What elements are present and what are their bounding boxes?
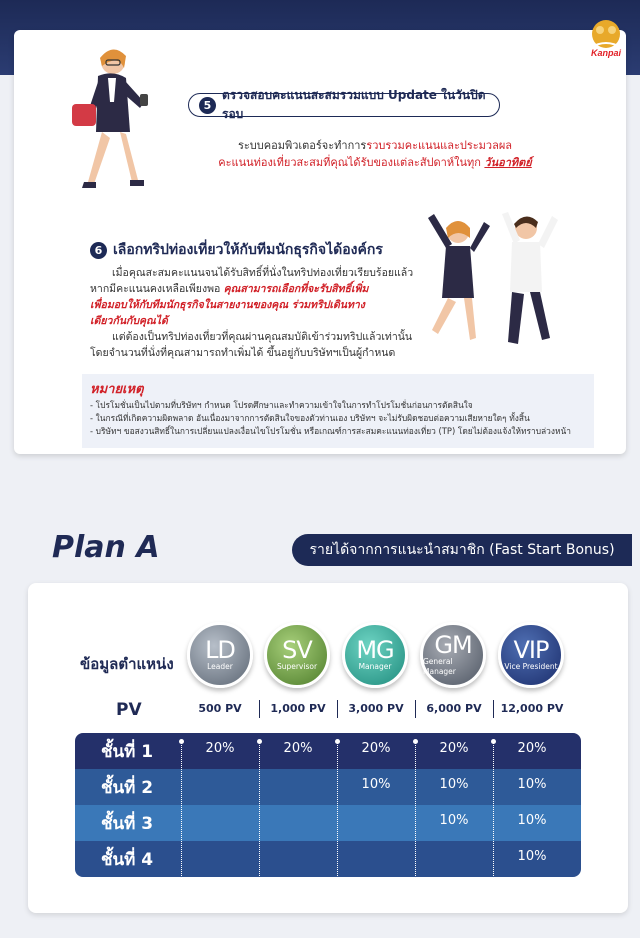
plan-banner: รายได้จากการแนะนำสมาชิก (Fast Start Bonus) <box>292 534 632 566</box>
badge-full-name: Manager <box>358 662 392 671</box>
badge-abbr: SV <box>282 636 312 664</box>
step-5-description <box>205 137 545 171</box>
badge-full-name: General Manager <box>423 657 456 676</box>
table-cell: 20% <box>361 741 391 756</box>
table-cell: 10% <box>517 813 547 828</box>
pv-value: 12,000 PV <box>500 702 564 715</box>
step-5-text-a: ระบบคอมพิวเตอร์จะทำการ <box>237 139 367 152</box>
remarks-box <box>82 374 594 448</box>
step-5-highlight-a: รวบรวมคะแนนและประมวลผล <box>366 139 513 152</box>
woman-walking-illustration <box>58 42 158 212</box>
level-label: ชั้นที่ 1 <box>101 742 154 762</box>
pv-value: 3,000 PV <box>348 702 404 715</box>
step-5-number: 5 <box>199 97 216 114</box>
badge-supervisor <box>264 622 330 688</box>
column-divider <box>181 740 182 878</box>
celebrating-people-illustration <box>418 208 568 358</box>
remark-item: - โปรโมชั่นเป็นไปตามที่บริษัทฯ กำหนด โปรดศึกษาและทำความเข้าใจในการทำโปรโมชั่นก่อนการตัดสินใจ <box>90 400 473 410</box>
table-row <box>75 769 581 805</box>
badge-full-name: Vice President <box>504 662 558 671</box>
commission-table <box>75 733 581 877</box>
position-label: ข้อมูลตำแหน่ง <box>80 655 174 673</box>
table-cell: 10% <box>439 813 469 828</box>
table-cell: 20% <box>205 741 235 756</box>
step-6-line-3: เพื่อมอบให้กับทีมนักธุรกิจในสายงานของคุณ ร่วมทริปเดินทาง <box>90 299 365 311</box>
badge-abbr: MG <box>356 636 394 664</box>
table-cell: 20% <box>517 741 547 756</box>
level-label: ชั้นที่ 4 <box>101 850 154 870</box>
badge-vice-president <box>498 622 564 688</box>
step-6-line-2a: หากมีคะแนนคงเหลือเพียงพอ <box>90 283 221 295</box>
step-5-text-b: คะแนนท่องเที่ยวสะสมที่คุณได้รับของแต่ละสัปดาห์ในทุก <box>218 156 481 169</box>
badge-general-manager <box>420 622 486 688</box>
column-divider <box>493 740 494 878</box>
step-6-description <box>90 265 420 361</box>
pv-value: 500 PV <box>198 702 242 715</box>
pv-value: 6,000 PV <box>426 702 482 715</box>
badge-leader <box>187 622 253 688</box>
badge-abbr: GM <box>434 631 472 659</box>
table-row <box>75 841 581 877</box>
step-5-title: ตรวจสอบคะแนนสะสมรวมแบบ Update ในวันปิดรอบ <box>222 88 486 121</box>
step-6-line-4: เดียวกันกับคุณได้ <box>90 315 168 327</box>
step-6-title: เลือกทริปท่องเที่ยวให้กับทีมนักธุรกิจได้องค์กร <box>113 242 383 258</box>
divider-dot <box>413 739 418 744</box>
svg-text:Kanpai: Kanpai <box>590 48 622 58</box>
divider-dot <box>179 739 184 744</box>
table-cell: 10% <box>439 777 469 792</box>
step-6-line-2b: คุณสามารถเลือกที่จะรับสิทธิ์เพิ่ม <box>223 283 369 295</box>
table-cell: 20% <box>283 741 313 756</box>
plan-title: Plan A <box>52 530 160 565</box>
step-6-line-6: โดยจำนวนที่นั่งที่คุณสามารถทำเพิ่มได้ ขึ้นอยู่กับบริษัทฯเป็นผู้กำหนด <box>90 347 396 359</box>
table-cell: 10% <box>517 849 547 864</box>
table-cell: 10% <box>517 777 547 792</box>
badge-abbr: VIP <box>513 636 549 664</box>
step-6-number: 6 <box>90 242 107 259</box>
kanpai-logo <box>578 8 634 64</box>
table-row <box>75 805 581 841</box>
step-5-heading <box>188 88 500 121</box>
step-5-highlight-b: วันอาทิตย์ <box>484 156 532 169</box>
remarks-title: หมายเหตุ <box>90 382 144 397</box>
column-divider <box>337 740 338 878</box>
step-6-heading <box>90 239 383 261</box>
step-6-line-1: เมื่อคุณสะสมคะแนนจนได้รับสิทธิ์ที่นั่งในทริปท่องเที่ยวเรียบร้อยแล้ว <box>112 267 414 279</box>
divider-dot <box>335 739 340 744</box>
level-label: ชั้นที่ 3 <box>101 814 154 834</box>
table-cell: 20% <box>439 741 469 756</box>
column-divider <box>259 740 260 878</box>
badge-manager <box>342 622 408 688</box>
level-label: ชั้นที่ 2 <box>101 778 154 798</box>
pv-value: 1,000 PV <box>270 702 326 715</box>
table-row <box>75 733 581 769</box>
divider-dot <box>491 739 496 744</box>
pv-label: PV <box>116 700 142 720</box>
remark-item: - บริษัทฯ ขอสงวนสิทธิ์ในการเปลี่ยนแปลงเงื่อนไขโปรโมชั่น หรือเกณฑ์การสะสมคะแนนท่องเที่ยว (TP) โดยไม่ต้องแจ้งให้ทราบล่วงหน้า <box>90 426 571 436</box>
table-cell: 10% <box>361 777 391 792</box>
badge-full-name: Leader <box>207 662 233 671</box>
column-divider <box>415 740 416 878</box>
step-6-line-5: แต่ต้องเป็นทริปท่องเที่ยวที่คุณผ่านคุณสมบัติเข้าร่วมทริปแล้วเท่านั้น <box>112 331 413 343</box>
badge-full-name: Supervisor <box>276 662 318 671</box>
divider-dot <box>257 739 262 744</box>
badge-abbr: LD <box>205 636 235 664</box>
remark-item: - ในกรณีที่เกิดความผิดพลาด อันเนื่องมาจากการตัดสินใจของตัวท่านเอง บริษัทฯ จะไม่รับผิดชอบต่อความเสียหายใดๆ ทั้งสิ้น <box>90 413 530 423</box>
